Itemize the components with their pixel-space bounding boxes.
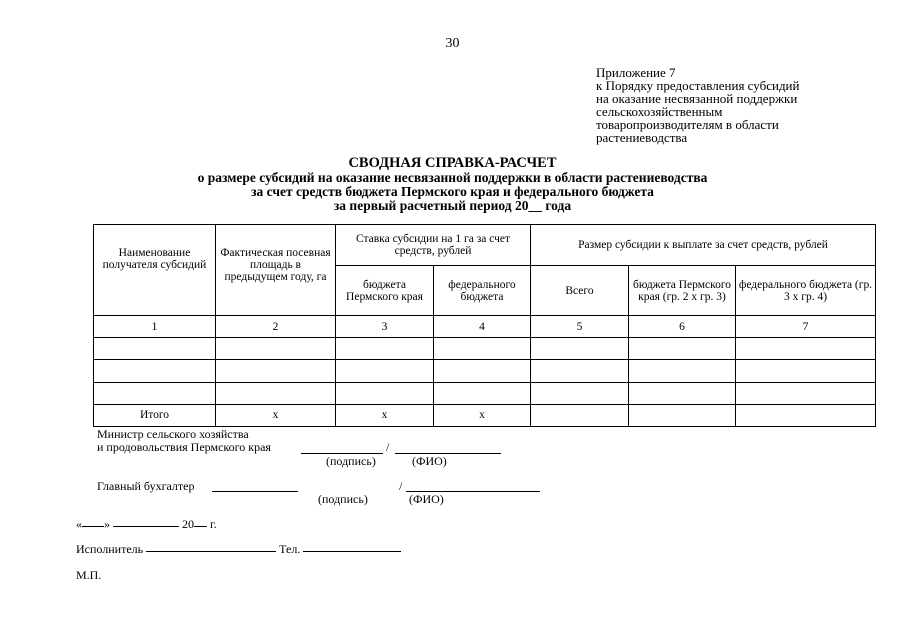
document-title — [0, 156, 905, 213]
executor-label: Исполнитель — [76, 542, 144, 556]
title-line: о размере субсидий на оказание несвязанной поддержки в области растениеводства — [197, 170, 708, 185]
header-recipient: Наименование получателя субсидий — [94, 225, 216, 316]
date-line — [76, 516, 217, 532]
column-number: 7 — [736, 315, 876, 337]
header-rate-group: Ставка субсидии на 1 га за счет средств, рублей — [336, 225, 531, 266]
total-label: Итого — [94, 404, 216, 426]
table-cell — [736, 382, 876, 404]
date-month-field[interactable] — [113, 515, 179, 527]
header-row — [94, 225, 876, 266]
appendix-line: растениеводства — [596, 130, 688, 145]
table-cell — [736, 338, 876, 360]
table-row — [94, 360, 876, 382]
appendix-line: товаропроизводителям в области — [596, 117, 779, 132]
date-day-field[interactable] — [82, 515, 104, 527]
column-number: 6 — [629, 315, 736, 337]
table-cell — [736, 360, 876, 382]
column-number: 4 — [434, 315, 531, 337]
table-cell — [216, 338, 336, 360]
table-cell — [434, 382, 531, 404]
header-payout-regional: бюджета Пермского края (гр. 2 х гр. 3) — [629, 266, 736, 316]
slash-separator: / — [399, 479, 403, 493]
table-cell — [94, 338, 216, 360]
signature-hint: (подпись) — [326, 454, 376, 468]
header-area: Фактическая посевная площадь в предыдущем году, га — [216, 225, 336, 316]
slash-separator: / — [386, 440, 390, 454]
date-quote-close: » — [104, 517, 110, 531]
minister-title-line1: Министр сельского хозяйства — [97, 427, 249, 441]
name-hint: (ФИО) — [409, 492, 444, 506]
header-payout-total: Всего — [531, 266, 629, 316]
total-rate-federal-cell: x — [434, 404, 531, 426]
title-line: за счет средств бюджета Пермского края и федерального бюджета — [251, 184, 654, 199]
date-quote-open: « — [76, 517, 82, 531]
column-number-row — [94, 315, 876, 337]
title-main: СВОДНАЯ СПРАВКА-РАСЧЕТ — [348, 155, 557, 171]
header-payout-group: Размер субсидии к выплате за счет средств, рублей — [531, 225, 876, 266]
total-payout-federal-cell — [736, 404, 876, 426]
table-cell — [434, 338, 531, 360]
appendix-line: на оказание несвязанной поддержки — [596, 91, 798, 106]
header-rate-regional: бюджета Пермского края — [336, 266, 434, 316]
name-hint: (ФИО) — [412, 454, 447, 468]
total-rate-regional-cell: x — [336, 404, 434, 426]
table-cell — [94, 382, 216, 404]
date-year-field[interactable] — [194, 515, 207, 527]
table-cell — [336, 338, 434, 360]
accountant-label: Главный бухгалтер — [97, 479, 195, 493]
phone-label: Тел. — [279, 542, 301, 556]
column-number: 5 — [531, 315, 629, 337]
minister-name-field[interactable] — [395, 442, 501, 454]
table-cell — [531, 382, 629, 404]
table-cell — [336, 360, 434, 382]
appendix-line: к Порядку предоставления субсидий — [596, 78, 800, 93]
table-cell — [629, 382, 736, 404]
table-cell — [531, 338, 629, 360]
table-row — [94, 338, 876, 360]
date-year-suffix: г. — [210, 517, 217, 531]
executor-name-field[interactable] — [146, 540, 276, 552]
table-cell — [216, 382, 336, 404]
table-cell — [434, 360, 531, 382]
total-area-cell: x — [216, 404, 336, 426]
table-cell — [629, 338, 736, 360]
table-cell — [336, 382, 434, 404]
minister-signature-field[interactable] — [301, 442, 383, 454]
total-payout-total-cell — [531, 404, 629, 426]
table-cell — [629, 360, 736, 382]
column-number: 2 — [216, 315, 336, 337]
table-cell — [216, 360, 336, 382]
total-row — [94, 404, 876, 426]
date-year-prefix: 20 — [182, 517, 194, 531]
appendix-line: Приложение 7 — [596, 65, 676, 80]
table-cell — [531, 360, 629, 382]
title-line: за первый расчетный период 20__ года — [333, 198, 572, 213]
column-number: 1 — [94, 315, 216, 337]
total-payout-regional-cell — [629, 404, 736, 426]
executor-line — [76, 541, 401, 557]
table-row — [94, 382, 876, 404]
column-number: 3 — [336, 315, 434, 337]
header-rate-federal: федерального бюджета — [434, 266, 531, 316]
seal-label: М.П. — [76, 568, 102, 582]
page-number: 30 — [445, 36, 460, 51]
header-payout-federal: федерального бюджета (гр. 3 х гр. 4) — [736, 266, 876, 316]
accountant-name-field[interactable] — [406, 480, 540, 492]
phone-field[interactable] — [303, 540, 401, 552]
accountant-signature-field[interactable] — [212, 480, 298, 492]
calculation-table — [93, 224, 876, 427]
table-cell — [94, 360, 216, 382]
appendix-header — [596, 66, 866, 144]
minister-title-line2: и продовольствия Пермского края — [97, 440, 271, 454]
signature-hint: (подпись) — [318, 492, 368, 506]
appendix-line: сельскохозяйственным — [596, 104, 723, 119]
